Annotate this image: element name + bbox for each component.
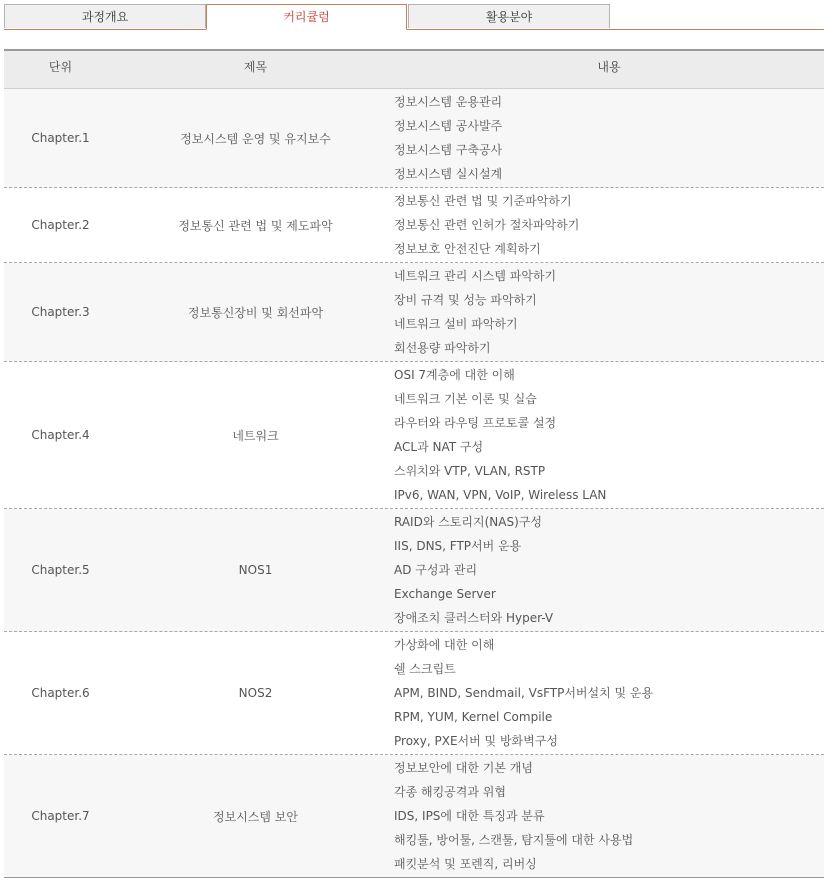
- content-item: 네트워크 관리 시스템 파악하기: [394, 269, 557, 283]
- chapter-title: 정보통신장비 및 회선파악: [187, 305, 324, 320]
- header-content: 내용: [597, 60, 621, 74]
- content-item: 네트워크 기본 이론 및 실습: [394, 392, 537, 406]
- content-item: 정보시스템 실시설계: [394, 167, 503, 181]
- content-item: Proxy, PXE서버 및 방화벽구성: [394, 734, 558, 748]
- chapter-content: [394, 362, 824, 508]
- content-item: IIS, DNS, FTP서버 운용: [394, 539, 522, 553]
- chapter-unit: Chapter.7: [31, 809, 90, 823]
- content-item: 정보통신 관련 인허가 절차파악하기: [394, 218, 580, 232]
- content-item: AD 구성과 관리: [394, 563, 478, 577]
- content-item: 정보보안에 대한 기본 개념: [394, 761, 533, 775]
- chapter-unit: Chapter.5: [31, 563, 90, 577]
- content-item: 해킹툴, 방어툴, 스캔툴, 탐지툴에 대한 사용법: [394, 833, 634, 847]
- chapter-unit: Chapter.4: [31, 428, 90, 442]
- table-body: [4, 89, 824, 878]
- tab-overview[interactable]: 과정개요: [4, 4, 206, 28]
- content-item: 정보보호 안전진단 계획하기: [394, 242, 541, 256]
- content-item: 장비 규격 및 성능 파악하기: [394, 293, 537, 307]
- table-row: [4, 632, 824, 755]
- chapter-title: NOS1: [238, 563, 273, 577]
- content-item: IPv6, WAN, VPN, VoIP, Wireless LAN: [394, 488, 607, 502]
- content-item: 장애조치 클러스터와 Hyper-V: [394, 611, 554, 625]
- chapter-title: 정보시스템 운영 및 유지보수: [180, 131, 331, 146]
- chapter-content: [394, 188, 824, 262]
- content-item: 각종 해킹공격과 위협: [394, 785, 506, 799]
- content-item: 회선용량 파악하기: [394, 341, 491, 355]
- table-header: [4, 51, 824, 89]
- chapter-content: [394, 509, 824, 631]
- content-item: 정보통신 관련 법 및 기준파악하기: [394, 194, 572, 208]
- tab-applications[interactable]: 활용분야: [408, 4, 610, 28]
- curriculum-table: [4, 49, 824, 878]
- chapter-unit: Chapter.3: [31, 305, 90, 319]
- tab-divider: [4, 29, 824, 30]
- table-row: [4, 509, 824, 632]
- content-item: RPM, YUM, Kernel Compile: [394, 710, 553, 724]
- content-item: 네트워크 설비 파악하기: [394, 317, 518, 331]
- content-item: 쉘 스크립트: [394, 662, 456, 676]
- chapter-content: [394, 263, 824, 361]
- chapter-content: [394, 89, 824, 187]
- content-item: OSI 7계층에 대한 이해: [394, 368, 515, 382]
- header-title: 제목: [243, 60, 268, 74]
- content-item: 가상화에 대한 이해: [394, 638, 495, 652]
- content-item: 패킷분석 및 포렌직, 리버싱: [394, 857, 537, 871]
- table-row: [4, 188, 824, 263]
- header-unit: 단위: [48, 60, 73, 74]
- table-row: [4, 362, 824, 509]
- chapter-content: [394, 632, 824, 754]
- chapter-title: 네트워크: [232, 428, 279, 443]
- content-item: Exchange Server: [394, 587, 496, 601]
- tab-bar: [4, 4, 824, 29]
- content-item: 스위치와 VTP, VLAN, RSTP: [394, 464, 546, 478]
- chapter-title: NOS2: [238, 686, 273, 700]
- content-item: RAID와 스토리지(NAS)구성: [394, 515, 542, 529]
- content-item: 정보시스템 운용관리: [394, 95, 503, 109]
- tab-curriculum[interactable]: 커리큘럼: [206, 4, 407, 30]
- content-item: IDS, IPS에 대한 특징과 분류: [394, 809, 545, 823]
- chapter-unit: Chapter.1: [31, 131, 90, 145]
- chapter-content: [394, 755, 824, 877]
- chapter-title: 정보통신 관련 법 및 제도파악: [178, 218, 333, 233]
- content-item: 정보시스템 구축공사: [394, 143, 503, 157]
- content-item: 정보시스템 공사발주: [394, 119, 503, 133]
- table-row: [4, 263, 824, 362]
- table-row: [4, 755, 824, 878]
- content-item: ACL과 NAT 구성: [394, 440, 484, 454]
- chapter-unit: Chapter.2: [31, 218, 90, 232]
- chapter-title: 정보시스템 보안: [213, 809, 298, 824]
- table-row: [4, 89, 824, 188]
- chapter-unit: Chapter.6: [31, 686, 90, 700]
- content-item: APM, BIND, Sendmail, VsFTP서버설치 및 운용: [394, 686, 654, 700]
- content-item: 라우터와 라우팅 프로토콜 설정: [394, 416, 557, 430]
